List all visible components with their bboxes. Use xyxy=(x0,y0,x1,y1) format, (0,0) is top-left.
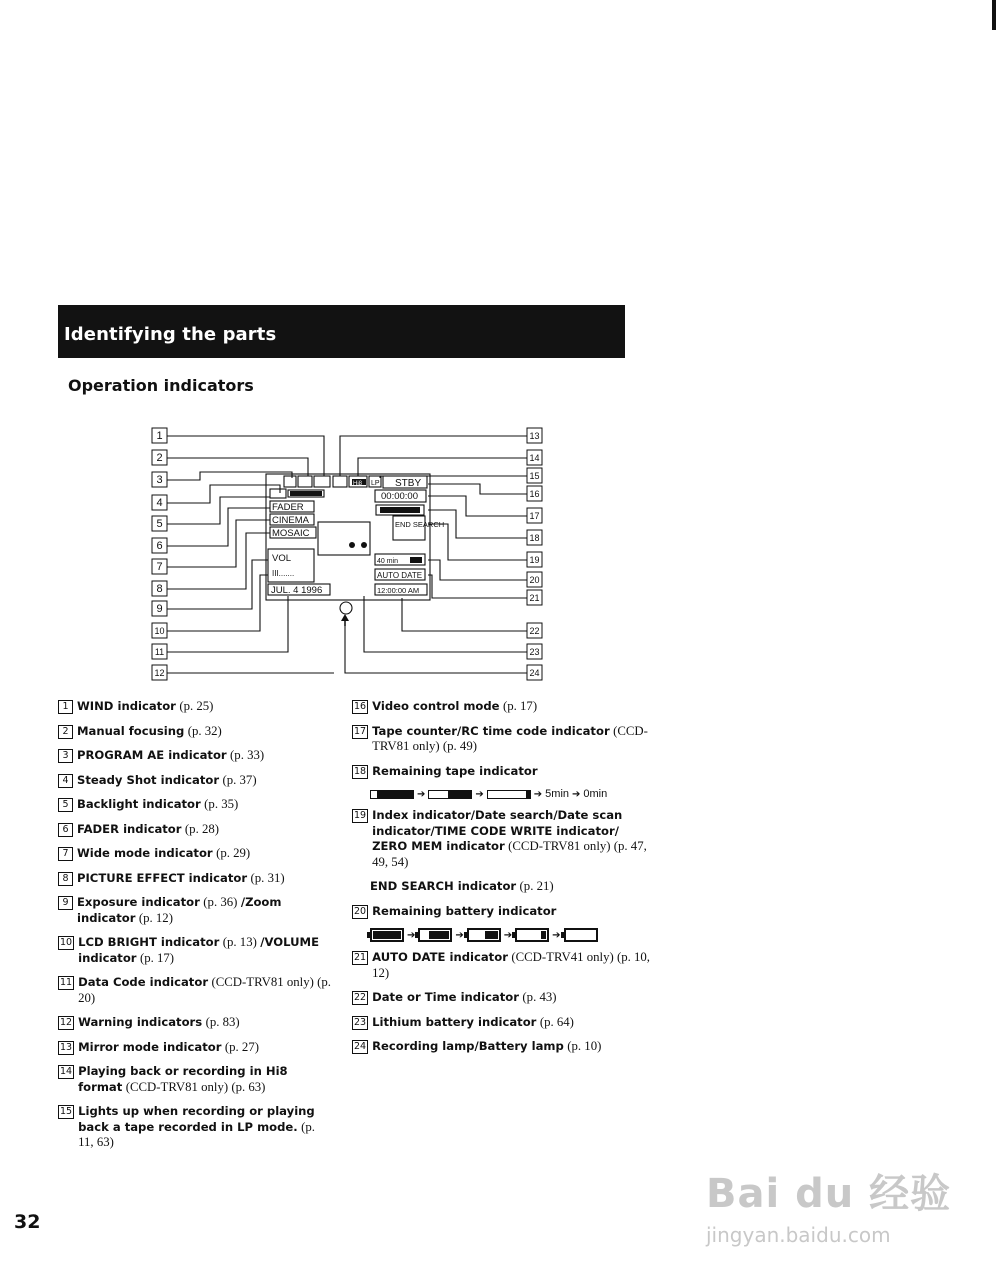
item-label: Mirror mode indicator xyxy=(78,1039,222,1054)
tape-5min-label: 5min xyxy=(545,788,570,800)
item-label: Video control mode xyxy=(372,699,500,713)
screen-vol-bar: III....... xyxy=(272,569,295,578)
item-text xyxy=(78,1104,333,1151)
item-page-ref: (p. 36) xyxy=(203,895,238,909)
item-number-box: 24 xyxy=(354,1041,367,1052)
callout-number-1: 1 xyxy=(156,430,163,442)
indicator-item xyxy=(352,904,652,920)
item-text xyxy=(77,797,238,813)
item-number-box: 15 xyxy=(60,1106,73,1117)
item-text xyxy=(77,822,219,838)
battery-level-icon xyxy=(418,928,452,942)
item-page-ref: (p. 25) xyxy=(179,699,214,713)
item-text xyxy=(372,699,537,715)
item-text xyxy=(77,846,250,862)
item-text xyxy=(370,879,554,895)
callout-number-13: 13 xyxy=(529,431,540,441)
indicator-item xyxy=(58,797,333,813)
battery-level-icon xyxy=(564,928,598,942)
arrow-right-icon: ➔ xyxy=(455,929,464,941)
indicator-item xyxy=(58,975,333,1006)
callout-number-2: 2 xyxy=(156,452,163,464)
battery-level-icon xyxy=(370,928,404,942)
item-number-box: 23 xyxy=(354,1016,367,1028)
screen-cinema-label: CINEMA xyxy=(272,515,309,526)
indicator-item xyxy=(58,935,333,966)
item-label: WIND indicator xyxy=(77,699,176,713)
callout-number-15: 15 xyxy=(529,471,540,481)
indicator-item xyxy=(352,1015,652,1031)
item-page-ref: (p. 17) xyxy=(139,950,175,965)
item-text xyxy=(77,773,257,789)
callout-number-16: 16 xyxy=(529,489,540,499)
item-label: Remaining battery indicator xyxy=(372,903,557,918)
item-number-box: 4 xyxy=(58,774,73,788)
screen-end-search-label: END SEARCH xyxy=(395,520,445,529)
item-number-box: 9 xyxy=(58,896,73,910)
item-page-ref: (p. 64) xyxy=(539,1014,574,1029)
callout-number-10: 10 xyxy=(154,626,165,636)
callout-number-17: 17 xyxy=(529,511,540,521)
screen-fader-label: FADER xyxy=(272,502,304,513)
callout-number-22: 22 xyxy=(529,626,540,636)
item-label: PICTURE EFFECT indicator xyxy=(77,870,248,885)
item-label: Remaining tape indicator xyxy=(372,763,538,778)
battery-level-icon xyxy=(515,928,549,942)
callout-number-23: 23 xyxy=(529,647,540,657)
indicator-item xyxy=(58,724,333,740)
screen-remaining-label: 40 min xyxy=(377,558,399,565)
indicator-item xyxy=(352,699,652,715)
item-number-box: 14 xyxy=(60,1066,73,1077)
item-label: Exposure indicator xyxy=(77,895,200,909)
item-label: Lights up when recording or playing back a tape recorded in LP mode. xyxy=(78,1104,315,1134)
screen-mosaic-label: MOSAIC xyxy=(272,528,310,539)
item-label: AUTO DATE indicator xyxy=(372,950,508,964)
item-label: Wide mode indicator xyxy=(77,846,213,860)
item-number-box: 6 xyxy=(58,823,73,837)
indicator-item xyxy=(370,879,652,895)
arrow-right-icon: ➔ xyxy=(552,929,561,941)
item-number-box: 1 xyxy=(58,700,73,714)
section-title: Identifying the parts xyxy=(64,324,277,345)
callout-number-14: 14 xyxy=(529,453,540,463)
battery-level-icon xyxy=(467,928,501,942)
item-number-box: 8 xyxy=(58,872,73,886)
item-text xyxy=(372,904,556,920)
item-page-ref: (p. 10) xyxy=(567,1039,602,1053)
item-text xyxy=(372,1039,601,1055)
screen-date-label: JUL. 4 1996 xyxy=(271,585,323,596)
indicator-item xyxy=(352,764,652,780)
item-label: PROGRAM AE indicator xyxy=(77,748,227,762)
item-label: Warning indicators xyxy=(78,1015,203,1029)
indicator-item xyxy=(58,871,333,887)
item-text xyxy=(78,975,333,1006)
item-text xyxy=(77,724,222,740)
callout-number-24: 24 xyxy=(529,668,540,678)
indicator-list-left xyxy=(58,699,333,1160)
screen-vol-label: VOL xyxy=(272,553,292,564)
item-page-ref: (p. 31) xyxy=(250,870,285,885)
item-label: Recording lamp/Battery lamp xyxy=(372,1039,564,1053)
item-number-box: 3 xyxy=(58,749,73,763)
item-text xyxy=(77,699,213,715)
remaining-tape-sequence xyxy=(370,788,652,800)
item-text xyxy=(77,895,333,926)
item-number-box: 17 xyxy=(354,725,367,737)
item-page-ref: (p. 21) xyxy=(519,879,554,893)
item-text xyxy=(372,764,537,780)
screen-lp-label: LP xyxy=(371,480,380,487)
item-label: Backlight indicator xyxy=(77,797,201,811)
item-page-ref: (CCD-TRV81 only) (p. 49) xyxy=(372,723,648,753)
item-page-ref: (p. 33) xyxy=(230,748,265,762)
item-label: FADER indicator xyxy=(77,821,182,836)
item-page-ref: (p. 12) xyxy=(138,910,173,925)
item-number-box: 2 xyxy=(58,725,73,739)
indicator-item xyxy=(352,990,652,1006)
indicator-item xyxy=(58,748,333,764)
item-page-ref: (p. 27) xyxy=(224,1039,259,1054)
arrow-right-icon: ➔ xyxy=(475,788,484,800)
item-text xyxy=(77,748,264,764)
callout-number-19: 19 xyxy=(529,555,540,565)
item-label: Manual focusing xyxy=(77,723,185,738)
watermark-logo: Bai du 经验 xyxy=(706,1171,952,1217)
screen-counter-label: 00:00:00 xyxy=(381,491,418,502)
indicator-item xyxy=(58,1064,333,1095)
item-label: Data Code indicator xyxy=(78,975,209,989)
item-text xyxy=(372,950,652,981)
item-text xyxy=(372,724,652,755)
item-label: LCD BRIGHT indicator xyxy=(78,935,220,949)
item-page-ref: (CCD-TRV81 only) (p. 47, 49, 54) xyxy=(372,839,647,869)
callout-number-20: 20 xyxy=(529,575,540,585)
item-page-ref: (p. 11, 63) xyxy=(78,1119,315,1149)
remaining-battery-sequence xyxy=(370,928,652,942)
item-number-box: 11 xyxy=(60,977,73,988)
screen-auto-date-label: AUTO DATE xyxy=(377,571,423,580)
tape-0min-label: 0min xyxy=(583,788,608,800)
screen-stby-label: STBY xyxy=(395,478,422,489)
item-label: /VOLUME indicator xyxy=(78,935,320,965)
item-label: Date or Time indicator xyxy=(372,990,519,1004)
item-page-ref: (p. 43) xyxy=(522,990,557,1004)
page-number: 32 xyxy=(14,1211,41,1233)
indicator-item xyxy=(58,822,333,838)
item-page-ref: (p. 32) xyxy=(187,723,222,738)
callout-number-11: 11 xyxy=(154,647,165,657)
indicator-item xyxy=(58,1040,333,1056)
item-label: /Zoom indicator xyxy=(77,895,282,925)
tape-level-icon xyxy=(487,790,531,799)
indicator-item xyxy=(58,1104,333,1151)
arrow-right-icon: ➔ xyxy=(407,929,416,941)
callout-number-8: 8 xyxy=(156,583,163,595)
callout-number-12: 12 xyxy=(154,668,165,678)
baidu-watermark xyxy=(706,1162,951,1247)
item-label: Steady Shot indicator xyxy=(77,772,220,787)
callout-number-3: 3 xyxy=(156,474,163,486)
item-page-ref: (CCD-TRV81 only) (p. 20) xyxy=(78,975,331,1005)
item-page-ref: (p. 28) xyxy=(184,821,220,836)
arrow-right-icon: ➔ xyxy=(417,788,426,800)
item-number-box: 10 xyxy=(60,937,73,948)
item-text xyxy=(372,808,652,870)
callout-number-6: 6 xyxy=(156,540,163,552)
indicator-item xyxy=(352,724,652,755)
arrow-right-icon: ➔ xyxy=(503,929,513,941)
item-number-box: 21 xyxy=(354,952,367,963)
item-number-box: 18 xyxy=(354,765,367,777)
callout-number-18: 18 xyxy=(529,533,540,543)
indicator-item xyxy=(58,699,333,715)
watermark-url: jingyan.baidu.com xyxy=(706,1223,891,1247)
item-number-box: 19 xyxy=(354,810,367,821)
arrow-right-icon: ➔ xyxy=(572,788,581,800)
item-text xyxy=(372,990,556,1006)
callout-number-4: 4 xyxy=(156,497,163,509)
subheading: Operation indicators xyxy=(68,376,254,395)
arrow-right-icon: ➔ xyxy=(533,788,543,800)
item-label: Tape counter/RC time code indicator xyxy=(372,723,610,738)
indicator-list-right xyxy=(352,699,652,1064)
item-text xyxy=(78,1064,333,1095)
screen-hi8-label: Hi8 xyxy=(353,481,363,487)
item-page-ref: (p. 83) xyxy=(205,1015,240,1029)
item-page-ref: (p. 35) xyxy=(204,797,239,811)
item-label: Playing back or recording in Hi8 format xyxy=(78,1064,288,1094)
item-page-ref: (CCD-TRV81 only) (p. 63) xyxy=(125,1079,266,1094)
item-label: Index indicator/Date search/Date scan indicator/TIME CODE WRITE indicator/ ZERO MEM indicator xyxy=(372,808,623,853)
item-number-box: 12 xyxy=(60,1017,73,1028)
item-page-ref: (p. 29) xyxy=(216,846,251,860)
screen-time-label: 12:00:00 AM xyxy=(377,586,420,595)
indicator-item xyxy=(352,950,652,981)
item-number-box: 7 xyxy=(58,847,73,861)
callout-number-7: 7 xyxy=(156,561,163,573)
indicator-item xyxy=(352,808,652,870)
tape-level-icon xyxy=(428,790,472,799)
item-number-box: 22 xyxy=(354,992,367,1003)
indicator-item xyxy=(58,895,333,926)
callout-number-21: 21 xyxy=(529,593,540,603)
callout-number-9: 9 xyxy=(156,603,163,615)
item-number-box: 20 xyxy=(354,905,367,917)
item-text xyxy=(78,935,333,966)
indicator-item xyxy=(58,846,333,862)
indicator-item xyxy=(352,1039,652,1055)
item-number-box: 13 xyxy=(60,1041,73,1053)
indicator-item xyxy=(58,773,333,789)
item-number-box: 5 xyxy=(58,798,73,812)
item-text xyxy=(77,871,285,887)
tape-level-icon xyxy=(370,790,414,799)
item-label: Lithium battery indicator xyxy=(372,1014,537,1029)
indicator-item xyxy=(58,1015,333,1031)
item-text xyxy=(372,1015,574,1031)
item-number-box: 16 xyxy=(354,701,367,712)
item-page-ref: (CCD-TRV41 only) (p. 10, 12) xyxy=(372,950,651,980)
item-page-ref: (p. 17) xyxy=(502,699,538,713)
item-page-ref: (p. 13) xyxy=(222,935,257,949)
item-label: END SEARCH indicator xyxy=(370,879,517,893)
item-text xyxy=(78,1015,240,1031)
item-page-ref: (p. 37) xyxy=(222,772,257,787)
callout-number-5: 5 xyxy=(156,518,163,530)
item-text xyxy=(78,1040,259,1056)
